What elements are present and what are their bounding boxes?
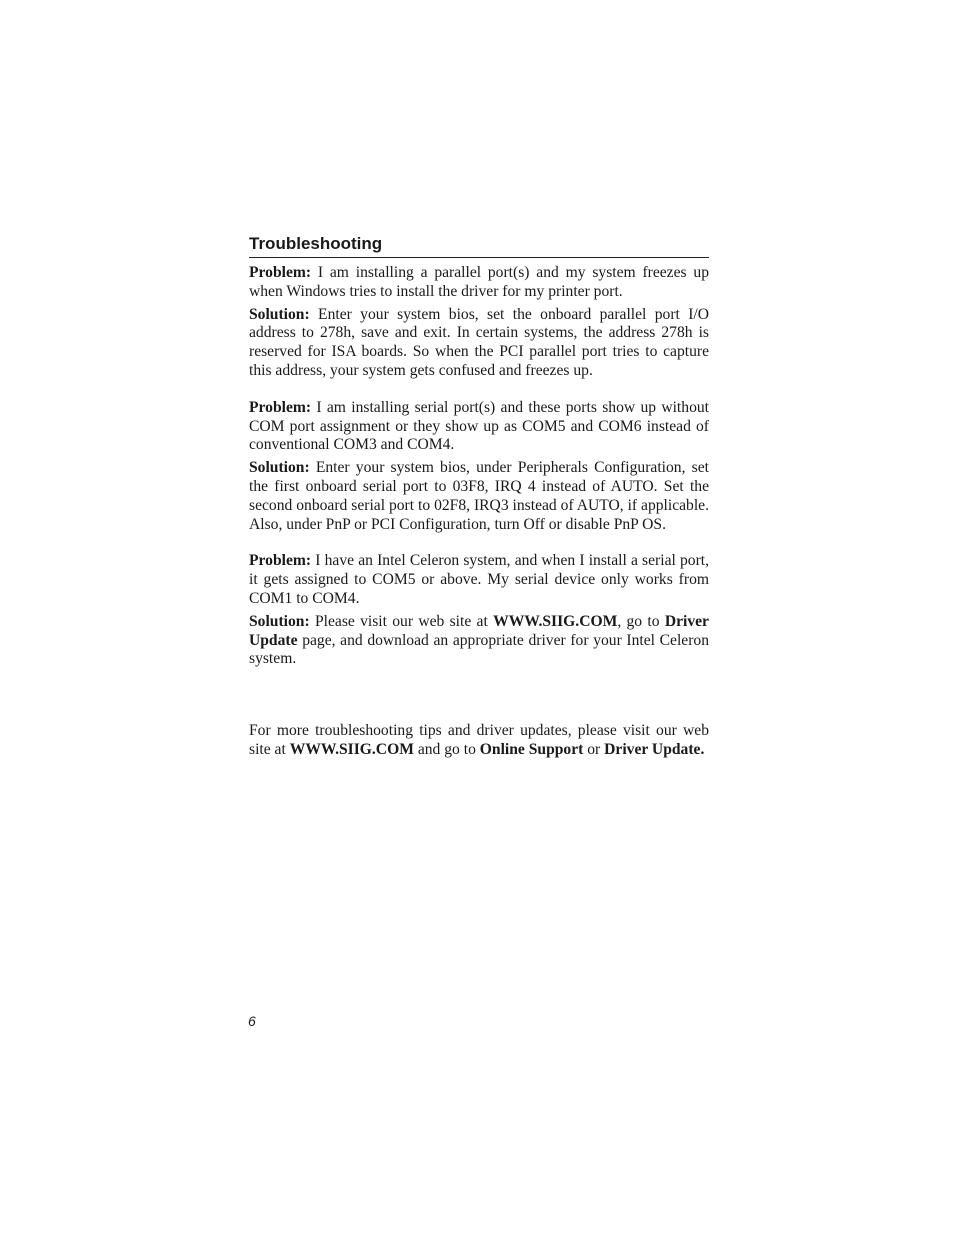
problem-label: Problem: bbox=[249, 264, 312, 281]
solution-1-text: Enter your system bios, set the onboard parallel port I/O address to 278h, save and exit. In certain systems, the address 278h is reserved for ISA boards. So when the PCI parallel port tries to capture this address, your system gets confused and freezes up. bbox=[249, 305, 709, 379]
solution-1 bbox=[249, 306, 709, 381]
footer-driver-update-ref: Driver Update. bbox=[604, 740, 705, 758]
solution-label: Solution: bbox=[249, 305, 310, 323]
website-link: WWW.SIIG.COM bbox=[493, 612, 618, 630]
solution-label: Solution: bbox=[249, 612, 310, 630]
solution-3-text-2: , go to bbox=[617, 612, 660, 630]
solution-3 bbox=[249, 613, 709, 669]
troubleshooting-section bbox=[249, 233, 709, 760]
problem-label: Problem: bbox=[249, 552, 312, 570]
problem-1-text: I am installing a parallel port(s) and my system freezes up when Windows tries to install the driver for my printer port. bbox=[249, 264, 709, 300]
problem-3 bbox=[249, 552, 709, 608]
driver-update-ref: Driver Update bbox=[249, 612, 709, 649]
solution-3-text-3: page, and download an appropriate driver for your Intel Celeron system. bbox=[249, 631, 710, 668]
problem-label: Problem: bbox=[249, 398, 312, 416]
problem-2-text: I am installing serial port(s) and these ports show up without COM port assignment or they show up as COM5 and COM6 instead of conventional COM3 and COM4. bbox=[249, 398, 709, 454]
footer-text-3: or bbox=[587, 740, 601, 758]
solution-3-text-1: Please visit our web site at bbox=[314, 612, 488, 630]
section-heading: Troubleshooting bbox=[249, 233, 709, 258]
solution-2 bbox=[249, 459, 709, 534]
footer-text-2: and go to bbox=[417, 740, 476, 758]
footer-website-link: WWW.SIIG.COM bbox=[289, 740, 414, 758]
page-number: 6 bbox=[248, 1013, 256, 1029]
problem-3-text: I have an Intel Celeron system, and when I install a serial port, it gets assigned to COM5 or above. My serial device only works from COM1 to COM4. bbox=[249, 552, 709, 607]
problem-1 bbox=[249, 264, 709, 302]
solution-2-text: Enter your system bios, under Peripherals Configuration, set the first onboard serial port to 03F8, IRQ 4 instead of AUTO. Set the second onboard serial port to 02F8, IRQ3 instead of AUTO, if applicable. Also, under PnP or PCI Configuration, turn Off or disable PnP OS. bbox=[249, 459, 709, 533]
footer-text-1: For more troubleshooting tips and driver updates, please visit our web site at bbox=[249, 722, 709, 758]
problem-2 bbox=[249, 399, 709, 455]
solution-label: Solution: bbox=[249, 459, 310, 477]
footer-note bbox=[249, 722, 709, 760]
online-support-ref: Online Support bbox=[479, 740, 584, 758]
